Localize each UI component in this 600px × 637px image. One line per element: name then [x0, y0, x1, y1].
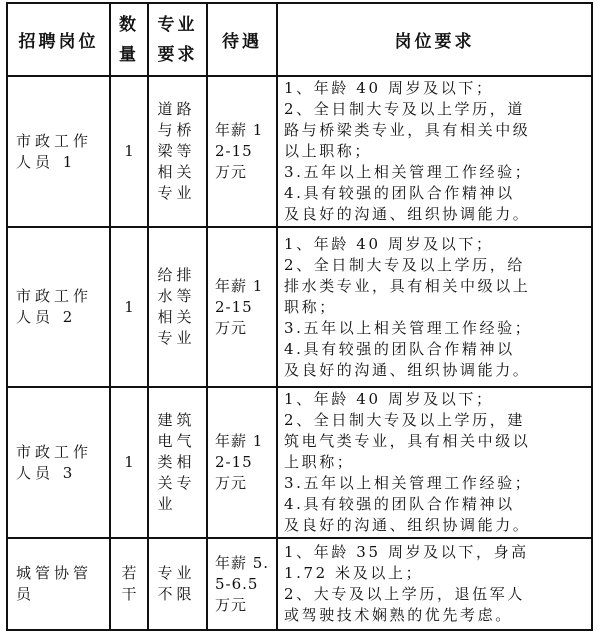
table-row — [7, 227, 592, 387]
requirement-line: 2、全日制大专及以上学历，建 — [284, 411, 525, 429]
requirement-line: 4.具有较强的团队合作精神以 — [284, 495, 515, 513]
cell-requirements — [277, 538, 592, 630]
header-major-line2: 要求 — [157, 44, 198, 65]
header-requirements: 岗位要求 — [277, 3, 592, 76]
requirement-line: 4.具有较强的团队合作精神以 — [284, 339, 515, 358]
cell-pay — [207, 538, 277, 630]
requirement-line: 4.具有较强的团队合作精神以 — [284, 184, 515, 202]
cell-count: 1 — [110, 227, 148, 387]
requirement-line: 2、大专及以上学历，退伍军人 — [284, 585, 525, 603]
header-pay: 待遇 — [207, 3, 277, 76]
requirement-line: 1、年龄 40 周岁及以下； — [284, 234, 494, 253]
header-major — [148, 3, 207, 76]
cell-position: 市政工作人员 3 — [7, 387, 110, 538]
header-count — [110, 3, 148, 76]
major-text: 建筑电气类相关专业 — [157, 411, 196, 513]
requirement-line: 职称； — [284, 297, 337, 316]
requirement-line: 排水类专业，具有相关中级以上 — [284, 276, 531, 295]
cell-position: 市政工作人员 2 — [7, 227, 110, 387]
cell-major — [148, 387, 207, 538]
requirement-line: 1.72 米及以上； — [284, 564, 424, 582]
requirement-line: 3.五年以上相关管理工作经验； — [284, 318, 533, 337]
requirement-line: 及良好的沟通、组织协调能力。 — [284, 516, 531, 534]
count-text: 若干 — [121, 564, 137, 603]
requirement-line: 筑电气类专业，具有相关中级以 — [284, 432, 531, 450]
cell-position: 市政工作人员 1 — [7, 76, 110, 227]
table-row — [7, 387, 592, 538]
pay-text: 年薪 5.5-6.5 万元 — [215, 553, 270, 614]
header-count-line2: 量 — [119, 44, 139, 65]
requirement-line: 及良好的沟通、组织协调能力。 — [284, 205, 531, 223]
cell-major — [148, 76, 207, 227]
major-text: 专业不限 — [157, 564, 196, 603]
header-position: 招聘岗位 — [7, 3, 110, 76]
cell-count: 1 — [110, 387, 148, 538]
cell-position: 城管协管员 — [7, 538, 110, 630]
requirement-line: 2、全日制大专及以上学历，道 — [284, 100, 525, 118]
cell-major — [148, 227, 207, 387]
cell-requirements — [277, 227, 592, 387]
requirement-line: 1、年龄 35 周岁及以下，身高 — [284, 543, 529, 561]
cell-pay — [207, 227, 277, 387]
requirement-line: 1、年龄 40 周岁及以下； — [284, 79, 494, 97]
requirement-line: 3.五年以上相关管理工作经验； — [284, 474, 533, 492]
cell-requirements — [277, 387, 592, 538]
pay-text: 年薪 12-15 万元 — [215, 121, 264, 181]
requirement-line: 1、年龄 40 周岁及以下； — [284, 390, 494, 408]
requirement-line: 以上职称； — [284, 142, 373, 160]
recruitment-table — [6, 2, 593, 631]
cell-requirements — [277, 76, 592, 227]
requirement-line: 2、全日制大专及以上学历，给 — [284, 255, 525, 274]
requirement-line: 3.五年以上相关管理工作经验； — [284, 163, 533, 181]
pay-text: 年薪 12-15 万元 — [215, 276, 264, 337]
pay-text: 年薪 12-15 万元 — [215, 432, 264, 492]
table-header-row — [7, 3, 592, 76]
cell-count — [110, 538, 148, 630]
requirement-line: 及良好的沟通、组织协调能力。 — [284, 360, 531, 379]
requirement-line: 或驾驶技术娴熟的优先考虑。 — [284, 606, 513, 624]
requirement-line: 上职称； — [284, 453, 355, 471]
header-count-line1: 数 — [119, 14, 139, 35]
table-row — [7, 76, 592, 227]
cell-major — [148, 538, 207, 630]
cell-pay — [207, 76, 277, 227]
table-row — [7, 538, 592, 630]
major-text: 道路与桥梁等相关专业 — [157, 100, 196, 202]
requirement-line: 路与桥梁类专业，具有相关中级 — [284, 121, 531, 139]
header-major-line1: 专业 — [157, 14, 198, 35]
cell-count: 1 — [110, 76, 148, 227]
major-text: 给排水等相关专业 — [157, 266, 196, 347]
cell-pay — [207, 387, 277, 538]
